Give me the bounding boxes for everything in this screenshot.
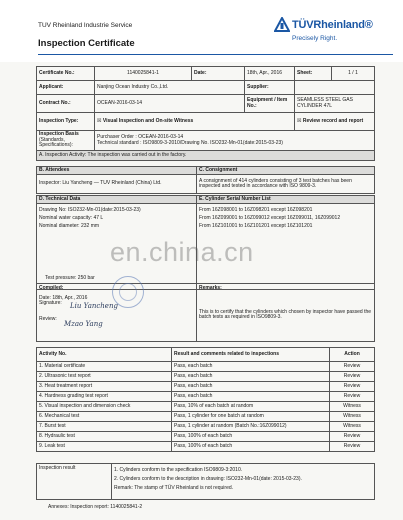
- inspection-type-label: Inspection Type:: [37, 113, 95, 131]
- result-activity: 6. Mechanical test: [37, 412, 172, 422]
- checkbox-checked-icon: ☒: [97, 117, 102, 124]
- result-action: Witness: [330, 422, 375, 432]
- result-action: Review: [330, 382, 375, 392]
- serial-line-3: From 16Z101001 to 16Z101201 except 16Z101201: [199, 223, 313, 229]
- result-activity: 4. Hardness grading test report: [37, 392, 172, 402]
- compiled-remarks-table: [36, 283, 375, 342]
- inspection-result-text: [112, 464, 375, 500]
- brand-slogan: Precisely Right.: [292, 35, 338, 42]
- brand-name: TÜVRheinland®: [292, 19, 373, 31]
- results-row: [37, 422, 375, 432]
- result-comment: Pass, 10% of each batch at random: [172, 402, 330, 412]
- result-comment: Pass, each batch: [172, 392, 330, 402]
- header-divider: [38, 54, 393, 55]
- result-activity: 5. Visual inspection and dimension check: [37, 402, 172, 412]
- certificate-info-table: [36, 66, 375, 161]
- consignment-label: C. Consignment: [197, 167, 375, 175]
- date-label: Date:: [192, 67, 245, 81]
- attendees-text: Inspector: Liu Yancheng — TUV Rheinland (China) Ltd.: [37, 175, 197, 194]
- result-remark: Remark: The stamp of TÜV Rheinland is not required.: [114, 485, 234, 491]
- result-activity: 8. Hydraulic test: [37, 432, 172, 442]
- results-row: [37, 442, 375, 452]
- equipment-value: SEAMLESS STEEL GAS CYLINDER 47L: [295, 95, 375, 113]
- inspector-signature: Liu Yancheng: [70, 302, 118, 310]
- result-action: Review: [330, 362, 375, 372]
- result-action: Review: [330, 432, 375, 442]
- option-2-label: Review record and report: [302, 117, 364, 124]
- result-activity: 3. Heat treatment report: [37, 382, 172, 392]
- result-comment: Pass, 100% of each batch: [172, 442, 330, 452]
- annexes-note: Annexes: Inspection report: 1140025841-2: [48, 504, 143, 510]
- cert-no-value: 1140025841-1: [95, 67, 192, 81]
- certificate-header: [0, 0, 403, 62]
- result-line-1: 1. Cylinders conform to the specification ISO9809-3:2010.: [114, 467, 243, 473]
- option-1-label: Visual Inspection and On-site Witness: [102, 117, 194, 124]
- review-label: Review:: [39, 315, 57, 322]
- checkbox-checked-icon: ☒: [297, 117, 302, 124]
- result-action: Review: [330, 442, 375, 452]
- nominal-diameter: Nominal diameter: 232 mm: [39, 223, 100, 229]
- results-row: [37, 382, 375, 392]
- tuv-logo-icon: [274, 17, 290, 33]
- serial-list-label: E. Cylinder Serial Number List: [197, 196, 375, 204]
- result-action: Witness: [330, 402, 375, 412]
- results-header-result: Result and comments related to inspections: [172, 348, 330, 362]
- basis-subtitle: (Standards, Specifications):: [39, 136, 73, 149]
- applicant-label: Applicant:: [37, 81, 95, 95]
- serial-line-2: From 16Z099001 to 16Z099012 except 16Z099011, 16Z099012: [199, 215, 341, 221]
- basis-title: Inspection Basis: [39, 131, 79, 138]
- result-comment: Pass, 1 cylinder at random (Batch No.:16Z099012): [172, 422, 330, 432]
- inspection-basis-label: [37, 131, 95, 151]
- supplier-value: [295, 81, 375, 95]
- equipment-label: Equipment / Item No.:: [245, 95, 295, 113]
- serial-line-1: From 16Z098001 to 16Z098201 except 16Z098201: [199, 207, 313, 213]
- result-activity: 9. Leak test: [37, 442, 172, 452]
- result-action: Witness: [330, 412, 375, 422]
- inspection-type-option-2: [295, 113, 375, 131]
- basis-technical-standard: Technical standard : ISO9809-3-2010/Drawing No. ISO232-Mn-01(date:2015-03-23): [97, 139, 283, 146]
- consignment-text: A consignment of 414 cylinders consisting of 3 test batches has been inspected and tested in accordance with ISO 9809-3.: [197, 175, 375, 194]
- result-activity: 2. Ultrasonic test report: [37, 372, 172, 382]
- result-comment: Pass, 100% of each batch: [172, 432, 330, 442]
- water-capacity: Nominal water capacity: 47 L: [39, 215, 104, 221]
- result-comment: Pass, each batch: [172, 372, 330, 382]
- inspection-basis-value: [95, 131, 375, 151]
- result-comment: Pass, 1 cylinder for one batch at random: [172, 412, 330, 422]
- basis-purchase-order: Purchaser Order : OCEAN-2016-03-14: [97, 134, 184, 140]
- compiled-label: Compiled:: [39, 285, 64, 291]
- contract-label: Contract No.:: [37, 95, 95, 113]
- attendees-consignment-table: [36, 166, 375, 194]
- sheet-label: Sheet:: [295, 67, 332, 81]
- attendees-label: B. Attendees: [37, 167, 197, 175]
- inspection-results-table: [36, 347, 375, 452]
- remarks-text: This is to certify that the cylinders which chosen by inspector have passed the batch tests as required in ISO9809-3.: [199, 308, 372, 320]
- compiled-date: Date: 18th, Apr., 2016: [39, 294, 88, 301]
- inspection-type-option-1: [95, 113, 295, 131]
- results-row: [37, 432, 375, 442]
- cert-no-label: Certificate No.:: [37, 67, 95, 81]
- review-row: [39, 317, 194, 323]
- remarks-section: [197, 284, 375, 342]
- inspection-activity: A. Inspection Activity: The inspection was carried out in the factory.: [37, 151, 375, 161]
- drawing-no: Drawing No: ISO232-Mn-01(date:2015-03-23): [39, 207, 141, 213]
- signature-label: Signature:: [39, 300, 62, 306]
- result-comment: Pass, each batch: [172, 382, 330, 392]
- result-activity: 7. Burst test: [37, 422, 172, 432]
- applicant-value: Nanjing Ocean Industry Co.,Ltd.: [95, 81, 245, 95]
- inspection-result-table: [36, 463, 375, 500]
- result-comment: Pass, each batch: [172, 362, 330, 372]
- results-body: [37, 362, 375, 452]
- remarks-label: Remarks:: [199, 285, 222, 291]
- results-row: [37, 372, 375, 382]
- result-action: Review: [330, 392, 375, 402]
- results-row: [37, 362, 375, 372]
- watermark: en.china.cn: [110, 237, 254, 267]
- date-value: 18th, Apr., 2016: [245, 67, 295, 81]
- results-row: [37, 412, 375, 422]
- document-title: Inspection Certificate: [38, 38, 135, 49]
- sheet-value: 1 / 1: [332, 67, 375, 81]
- result-line-2: 2. Cylinders conform to the description in drawing: ISO232-Mn-01(date: 2015-03-23).: [114, 476, 302, 482]
- technical-data-label: D. Technical Data: [37, 196, 197, 204]
- results-header-activity: Activity No.: [37, 348, 172, 362]
- result-action: Review: [330, 372, 375, 382]
- result-activity: 1. Material certificate: [37, 362, 172, 372]
- contract-value: OCEAN-2016-03-14: [95, 95, 245, 113]
- results-header-action: Action: [330, 348, 375, 362]
- results-row: [37, 402, 375, 412]
- supplier-label: Supplier:: [245, 81, 295, 95]
- reviewer-signature: Mzao Yang: [64, 320, 103, 328]
- results-row: [37, 392, 375, 402]
- company-name: TUV Rheinland Industrie Service: [38, 22, 133, 29]
- test-pressure: Test pressure: 250 bar: [45, 275, 95, 281]
- inspection-result-label: Inspection result: [37, 464, 112, 500]
